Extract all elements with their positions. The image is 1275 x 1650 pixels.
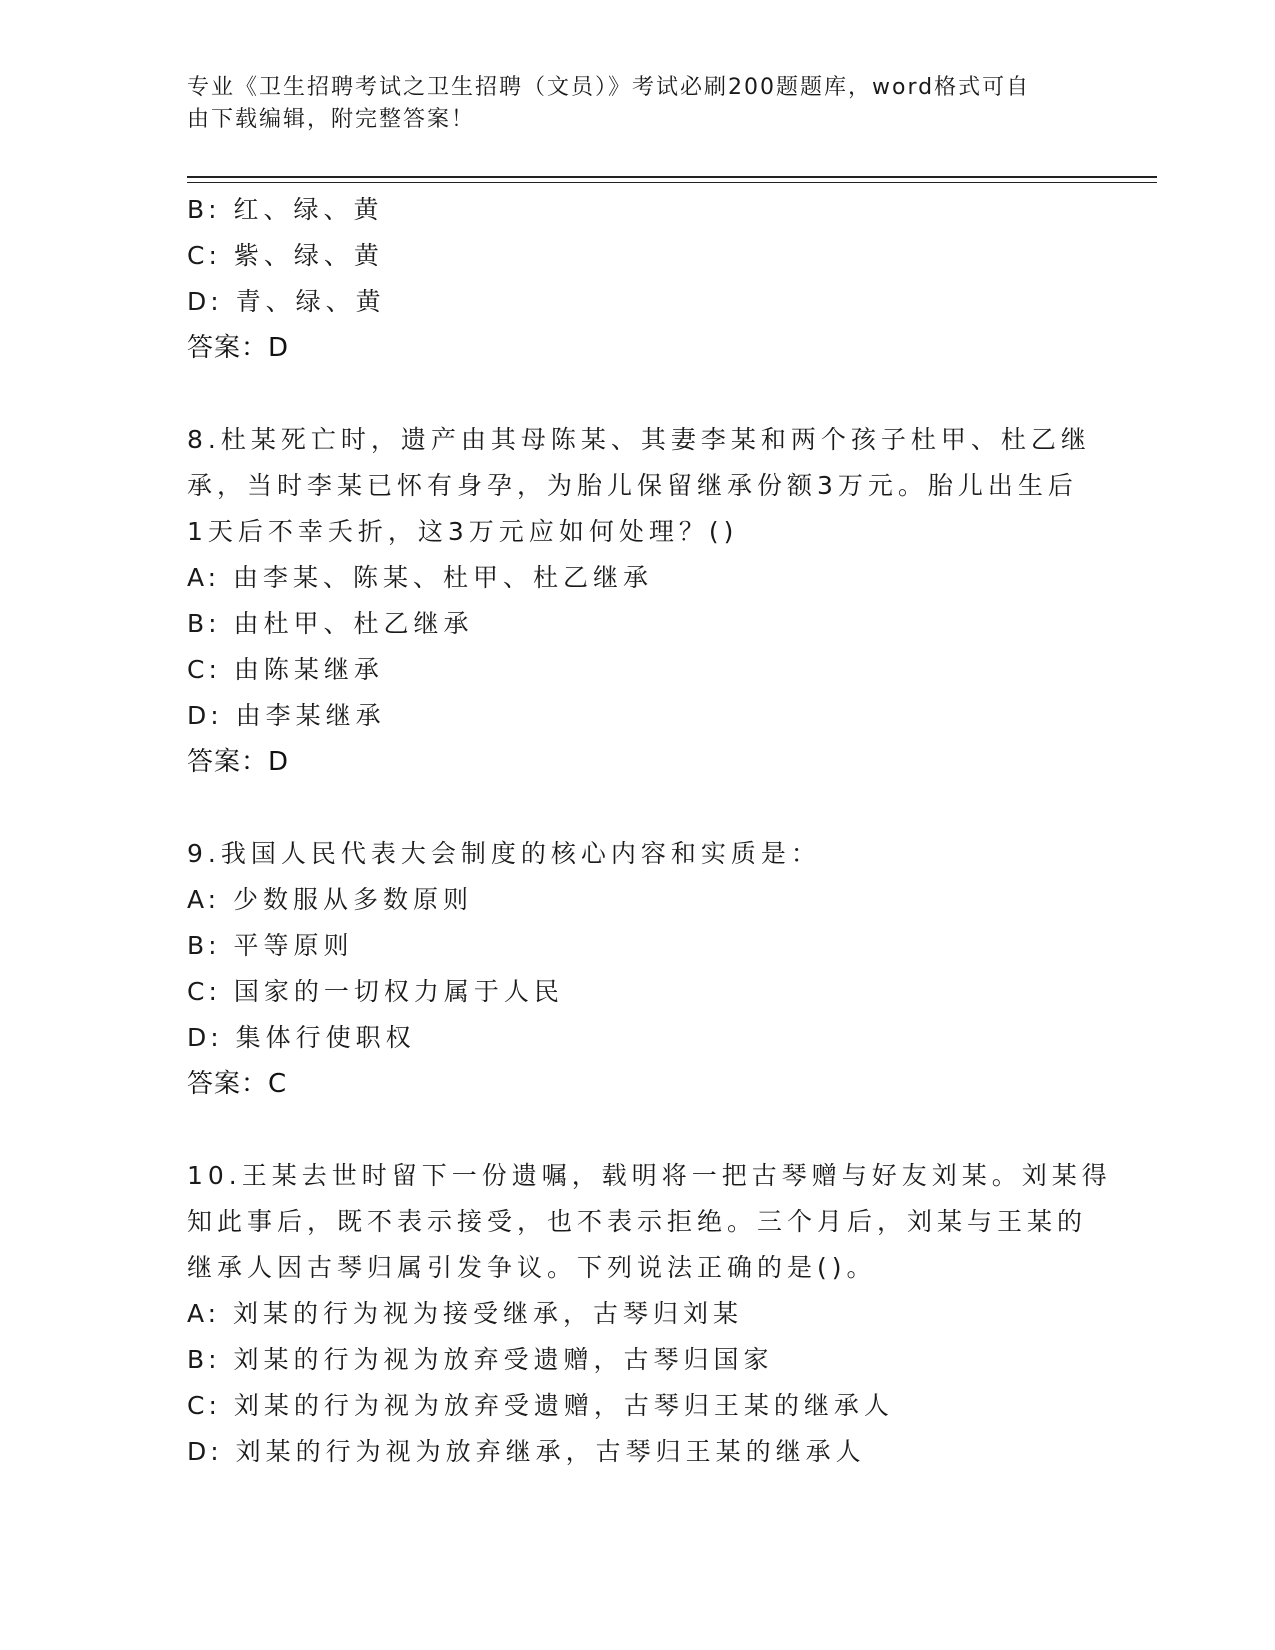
question-text bbox=[187, 831, 1087, 877]
option-b: B: 刘某的行为视为放弃受遗赠，古琴归国家 bbox=[187, 1345, 774, 1374]
question-line: 承，当时李某已怀有身孕，为胎儿保留继承份额3万元。胎儿出生后 bbox=[187, 471, 1078, 500]
option-a: A: 刘某的行为视为接受继承，古琴归刘某 bbox=[187, 1299, 744, 1328]
option-c: C: 紫、绿、黄 bbox=[187, 241, 384, 270]
option-c: C: 刘某的行为视为放弃受遗赠，古琴归王某的继承人 bbox=[187, 1391, 894, 1420]
answer-line: 答案：D bbox=[187, 333, 290, 363]
question-line: 继承人因古琴归属引发争议。下列说法正确的是()。 bbox=[187, 1253, 877, 1282]
option-c: C: 由陈某继承 bbox=[187, 655, 384, 684]
option-b: B: 平等原则 bbox=[187, 931, 354, 960]
header-divider-thin bbox=[187, 182, 1157, 183]
question-line: 1天后不幸夭折，这3万元应如何处理？() bbox=[187, 517, 739, 546]
question-block-10 bbox=[187, 1153, 1112, 1475]
question-line: 9.我国人民代表大会制度的核心内容和实质是： bbox=[187, 839, 821, 868]
option-d: D: 青、绿、黄 bbox=[187, 287, 386, 316]
document-header bbox=[187, 72, 1067, 136]
question-text bbox=[187, 417, 1091, 555]
option-d: D: 集体行使职权 bbox=[187, 1023, 416, 1052]
header-divider-thick bbox=[187, 176, 1157, 178]
option-a: A: 少数服从多数原则 bbox=[187, 885, 474, 914]
option-b: B: 由杜甲、杜乙继承 bbox=[187, 609, 474, 638]
prev-question-block bbox=[187, 187, 1087, 371]
question-line: 10.王某去世时留下一份遗嘱，载明将一把古琴赠与好友刘某。刘某得 bbox=[187, 1161, 1112, 1190]
option-c: C: 国家的一切权力属于人民 bbox=[187, 977, 564, 1006]
answer-line: 答案：D bbox=[187, 747, 290, 777]
question-text bbox=[187, 1153, 1112, 1291]
option-d: D: 由李某继承 bbox=[187, 701, 386, 730]
question-block-9 bbox=[187, 831, 1087, 1107]
question-block-8 bbox=[187, 417, 1091, 785]
option-d: D: 刘某的行为视为放弃继承，古琴归王某的继承人 bbox=[187, 1437, 866, 1466]
question-line: 8.杜某死亡时，遗产由其母陈某、其妻李某和两个孩子杜甲、杜乙继 bbox=[187, 425, 1091, 454]
option-b: B: 红、绿、黄 bbox=[187, 195, 384, 224]
question-line: 知此事后，既不表示接受，也不表示拒绝。三个月后，刘某与王某的 bbox=[187, 1207, 1088, 1236]
document-body bbox=[187, 187, 1112, 1475]
header-line-1: 专业《卫生招聘考试之卫生招聘（文员）》考试必刷200题题库，word格式可自 bbox=[187, 75, 1031, 100]
option-a: A: 由李某、陈某、杜甲、杜乙继承 bbox=[187, 563, 654, 592]
answer-line: 答案：C bbox=[187, 1069, 288, 1099]
header-line-2: 由下载编辑，附完整答案！ bbox=[187, 107, 476, 132]
